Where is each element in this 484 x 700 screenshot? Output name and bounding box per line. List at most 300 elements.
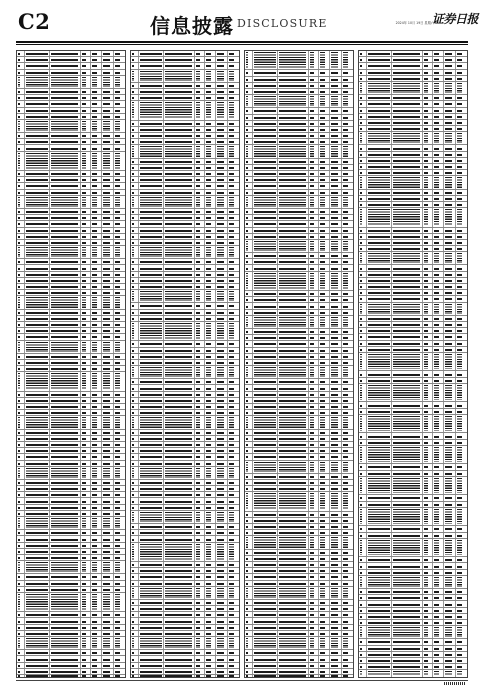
table-cell (228, 95, 239, 100)
table-cell (228, 492, 239, 497)
table-cell (131, 348, 139, 353)
illegible-text (18, 463, 20, 465)
illegible-text (165, 91, 191, 93)
illegible-text (115, 627, 120, 629)
table-cell (164, 63, 194, 68)
illegible-text (132, 129, 134, 131)
illegible-text (196, 532, 201, 534)
table-cell (205, 240, 216, 245)
table-cell (114, 341, 125, 353)
table-cell (164, 57, 194, 62)
illegible-text (18, 488, 20, 490)
illegible-text (140, 146, 162, 156)
table-cell (25, 498, 51, 503)
table-cell (81, 360, 92, 365)
table-cell (131, 404, 139, 409)
illegible-text (51, 594, 77, 610)
table-cell (139, 430, 165, 435)
table-cell (102, 410, 114, 415)
table-cell (25, 70, 51, 75)
table-cell (114, 656, 125, 661)
table-cell (91, 354, 102, 359)
table-cell (25, 581, 51, 586)
table-cell (25, 76, 51, 88)
illegible-text (206, 362, 211, 364)
illegible-text (18, 53, 20, 55)
table-cell (102, 246, 114, 258)
illegible-text (132, 274, 134, 276)
table-cell (164, 171, 194, 176)
table-cell (81, 675, 92, 677)
table-cell (81, 51, 92, 56)
illegible-text (51, 324, 77, 326)
illegible-text (51, 482, 77, 484)
illegible-text (92, 97, 97, 99)
illegible-text (103, 652, 109, 654)
table-cell (205, 228, 216, 233)
table-cell (25, 448, 51, 453)
illegible-text (165, 167, 191, 169)
illegible-text (82, 494, 87, 496)
table-cell (216, 215, 228, 220)
illegible-text (26, 192, 48, 194)
illegible-text (229, 494, 234, 496)
table-cell (205, 290, 216, 302)
illegible-text (26, 659, 48, 661)
table-cell (195, 259, 206, 264)
table-cell (102, 555, 114, 560)
illegible-text (165, 242, 191, 244)
table-cell (81, 530, 92, 535)
illegible-text (217, 432, 223, 434)
illegible-text (217, 356, 223, 358)
illegible-text (229, 65, 234, 67)
illegible-text (140, 102, 162, 118)
illegible-text (92, 223, 97, 225)
illegible-text (217, 318, 223, 320)
illegible-text (206, 230, 211, 232)
illegible-text (196, 91, 201, 93)
table-cell (114, 448, 125, 453)
illegible-text (18, 444, 20, 446)
table-row (17, 561, 125, 574)
table-cell (164, 467, 194, 479)
illegible-text (196, 192, 201, 194)
table-cell (102, 278, 114, 283)
illegible-text (26, 230, 48, 232)
illegible-text (103, 671, 109, 673)
illegible-text (206, 185, 211, 187)
illegible-text (51, 468, 77, 478)
illegible-text (26, 336, 48, 338)
table-cell (91, 51, 102, 56)
illegible-text (26, 236, 48, 238)
table-cell (139, 95, 165, 100)
illegible-text (115, 583, 120, 585)
illegible-text (115, 594, 120, 610)
illegible-text (18, 557, 20, 559)
illegible-text (196, 468, 201, 478)
illegible-text (18, 417, 20, 427)
table-cell (50, 637, 80, 649)
table-cell (50, 486, 80, 491)
illegible-text (51, 444, 77, 446)
table-cell (228, 486, 239, 491)
illegible-text (140, 318, 162, 320)
illegible-text (26, 652, 48, 654)
table-cell (50, 492, 80, 497)
illegible-text (217, 488, 223, 490)
illegible-text (217, 217, 223, 219)
table-cell (164, 379, 194, 384)
illegible-text (206, 488, 211, 490)
illegible-text (140, 482, 162, 484)
illegible-text (206, 85, 211, 87)
illegible-text (103, 185, 109, 187)
table-cell (81, 392, 92, 397)
table-cell (50, 360, 80, 365)
table-cell (81, 145, 92, 150)
table-cell (131, 221, 139, 226)
table-cell (102, 618, 114, 623)
table-cell (139, 51, 165, 56)
illegible-text (51, 91, 77, 93)
illegible-text (196, 102, 201, 118)
table-cell (25, 360, 51, 365)
table-cell (114, 215, 125, 220)
table-cell (50, 675, 80, 677)
table-cell (17, 498, 25, 503)
table-cell (131, 265, 139, 270)
illegible-text (217, 123, 223, 125)
table-cell (17, 442, 25, 447)
table-cell (50, 631, 80, 636)
illegible-text (165, 268, 191, 270)
table-cell (81, 63, 92, 68)
table-cell (205, 322, 216, 340)
illegible-text (51, 532, 77, 534)
table-cell (17, 108, 25, 113)
table-cell (139, 511, 165, 523)
table-cell (17, 398, 25, 403)
illegible-text (196, 185, 201, 187)
illegible-text (165, 236, 191, 238)
table-cell (195, 492, 206, 497)
illegible-text (92, 621, 97, 623)
table-cell (164, 366, 194, 378)
illegible-text (132, 356, 134, 358)
table-cell (25, 63, 51, 68)
illegible-text (140, 59, 162, 61)
illegible-text (18, 230, 20, 232)
table-cell (164, 145, 194, 157)
table-cell (139, 83, 165, 88)
illegible-text (18, 103, 20, 105)
table-cell (102, 76, 114, 88)
table-cell (17, 120, 25, 132)
table-cell (205, 354, 216, 359)
illegible-text (132, 394, 134, 396)
table-cell (228, 183, 239, 188)
illegible-text (196, 223, 201, 225)
table-cell (50, 265, 80, 270)
illegible-text (165, 482, 191, 484)
table-cell (91, 372, 102, 390)
table-row (17, 76, 125, 89)
illegible-text (26, 518, 48, 528)
table-cell (205, 57, 216, 62)
illegible-text (140, 450, 162, 452)
illegible-text (217, 388, 223, 390)
table-row (131, 322, 239, 341)
illegible-text (26, 507, 48, 509)
table-cell (114, 290, 125, 295)
table-cell (164, 209, 194, 214)
table-cell (102, 341, 114, 353)
table-cell (91, 366, 102, 371)
illegible-text (165, 291, 191, 301)
illegible-text (140, 312, 162, 314)
illegible-text (140, 305, 162, 307)
illegible-text (132, 268, 134, 270)
illegible-text (18, 324, 20, 326)
table-cell (205, 133, 216, 138)
table-cell (228, 303, 239, 308)
illegible-text (140, 167, 162, 169)
table-cell (17, 145, 25, 150)
illegible-text (92, 135, 97, 137)
illegible-text (140, 85, 162, 87)
table-cell (81, 183, 92, 188)
table-cell (17, 63, 25, 68)
table-cell (195, 392, 206, 397)
illegible-text (115, 91, 120, 93)
table-cell (17, 296, 25, 308)
table-cell (164, 159, 194, 164)
illegible-text (115, 545, 120, 547)
table-cell (216, 354, 228, 359)
table-cell (114, 101, 125, 106)
illegible-text (132, 247, 134, 257)
illegible-text (18, 576, 20, 578)
table-cell (216, 398, 228, 403)
illegible-text (18, 539, 20, 541)
illegible-text (115, 247, 120, 257)
illegible-text (229, 59, 234, 61)
illegible-text (18, 91, 20, 93)
illegible-text (196, 494, 201, 496)
illegible-text (103, 589, 109, 591)
table-cell (81, 416, 92, 428)
illegible-text (165, 356, 191, 358)
table-cell (81, 215, 92, 220)
illegible-text (196, 417, 201, 427)
illegible-text (217, 450, 223, 452)
table-cell (195, 190, 206, 195)
table-cell (17, 101, 25, 106)
table-cell (216, 486, 228, 491)
illegible-text (82, 173, 87, 175)
table-cell (102, 549, 114, 554)
illegible-text (103, 312, 109, 314)
table-cell (91, 492, 102, 497)
illegible-text (140, 211, 162, 213)
table-cell (50, 228, 80, 233)
illegible-text (165, 507, 191, 509)
illegible-text (103, 665, 109, 667)
illegible-text (82, 286, 87, 288)
illegible-text (26, 217, 48, 219)
table-cell (164, 215, 194, 220)
illegible-text (206, 291, 211, 301)
illegible-text (18, 179, 20, 181)
table-cell (228, 366, 239, 378)
table-cell (114, 234, 125, 239)
illegible-text (217, 211, 223, 213)
illegible-text (229, 394, 234, 396)
illegible-text (132, 482, 134, 484)
illegible-text (82, 312, 87, 314)
illegible-text (18, 65, 20, 67)
illegible-text (18, 627, 20, 629)
table-cell (205, 51, 216, 56)
table-cell (50, 549, 80, 554)
table-cell (91, 467, 102, 479)
table-cell (102, 152, 114, 170)
table-cell (17, 637, 25, 649)
illegible-text (51, 545, 77, 547)
table-cell (131, 240, 139, 245)
table-cell (139, 177, 165, 182)
table-row (17, 517, 125, 530)
table-cell (25, 354, 51, 359)
table-cell (91, 278, 102, 283)
illegible-text (206, 450, 211, 452)
table-cell (195, 63, 206, 68)
illegible-text (18, 551, 20, 553)
table-cell (205, 404, 216, 409)
table-row (17, 152, 125, 171)
illegible-text (51, 412, 77, 414)
illegible-text (26, 110, 48, 112)
table-cell (102, 436, 114, 441)
table-row (17, 296, 125, 309)
illegible-text (51, 141, 77, 143)
table-cell (91, 70, 102, 75)
table-cell (17, 114, 25, 119)
table-cell (102, 625, 114, 630)
illegible-text (26, 280, 48, 282)
table-cell (139, 139, 165, 144)
table-cell (139, 392, 165, 397)
table-cell (25, 480, 51, 485)
illegible-text (140, 539, 162, 541)
illegible-text (165, 102, 191, 118)
table-cell (25, 152, 51, 170)
illegible-text (115, 394, 120, 396)
table-cell (164, 259, 194, 264)
illegible-text (103, 179, 109, 181)
illegible-text (132, 173, 134, 175)
table-cell (195, 303, 206, 308)
illegible-text (140, 242, 162, 244)
table-cell (50, 183, 80, 188)
illegible-text (115, 185, 120, 187)
illegible-text (132, 141, 134, 143)
table-cell (205, 221, 216, 226)
table-cell (216, 127, 228, 132)
table-cell (91, 296, 102, 308)
table-cell (91, 272, 102, 277)
table-cell (205, 95, 216, 100)
table-cell (216, 259, 228, 264)
table-cell (91, 240, 102, 245)
illegible-text (140, 412, 162, 414)
illegible-text (82, 638, 87, 648)
table-cell (216, 392, 228, 397)
table-cell (114, 650, 125, 655)
illegible-text (132, 488, 134, 490)
table-cell (216, 467, 228, 479)
illegible-text (103, 121, 109, 131)
table-cell (195, 234, 206, 239)
table-cell (131, 133, 139, 138)
table-cell (114, 76, 125, 88)
table-cell (216, 404, 228, 409)
table-cell (50, 505, 80, 510)
illegible-text (165, 494, 191, 496)
table-cell (25, 587, 51, 592)
illegible-text (140, 394, 162, 396)
illegible-text (92, 342, 97, 352)
illegible-text (132, 367, 134, 377)
illegible-text (18, 336, 20, 338)
illegible-text (51, 488, 77, 490)
illegible-text (18, 312, 20, 314)
table-cell (216, 290, 228, 302)
illegible-text (196, 161, 201, 163)
illegible-text (18, 665, 20, 667)
illegible-text (26, 583, 48, 585)
table-cell (114, 631, 125, 636)
table-cell (50, 310, 80, 315)
illegible-text (51, 292, 77, 294)
illegible-text (206, 123, 211, 125)
table-cell (131, 63, 139, 68)
table-cell (25, 663, 51, 668)
table-cell (228, 272, 239, 277)
illegible-text (196, 362, 201, 364)
table-cell (114, 543, 125, 548)
table-row (17, 246, 125, 259)
table-cell (139, 454, 165, 459)
table-cell (25, 505, 51, 510)
illegible-text (82, 236, 87, 238)
table-cell (91, 574, 102, 579)
table-cell (228, 436, 239, 441)
table-cell (228, 278, 239, 283)
table-cell (17, 183, 25, 188)
illegible-text (26, 545, 48, 547)
illegible-text (18, 562, 20, 572)
illegible-text (103, 297, 109, 307)
table-cell (139, 486, 165, 491)
table-cell (81, 549, 92, 554)
table-cell (195, 341, 206, 346)
table-cell (102, 120, 114, 132)
table-cell (131, 430, 139, 435)
table-cell (228, 341, 239, 346)
